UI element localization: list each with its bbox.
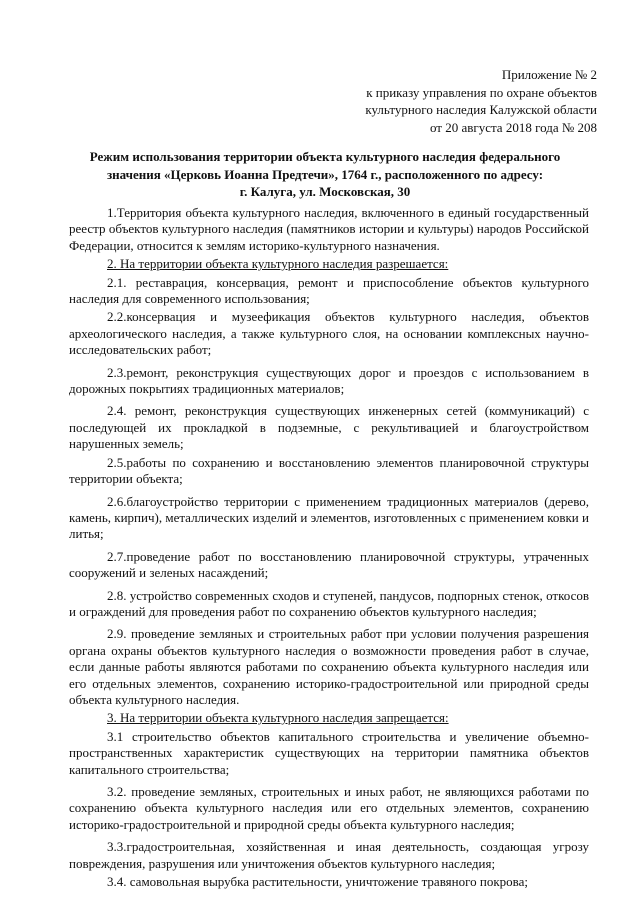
paragraph-3-4: 3.4. самовольная вырубка растительности, уничтожение травяного покрова; xyxy=(107,874,528,890)
appendix-authority: культурного наследия Калужской области xyxy=(365,102,597,117)
section-heading-3: 3. На территории объекта культурного наследия запрещается: xyxy=(107,710,449,726)
paragraph-1: 1.Территория объекта культурного наследия, включенного в единый государственный реестр объектов культурного наследия (памятников истории и культуры) народов Российской Федерации, относится к землям историко-культурного назначения. xyxy=(69,205,589,253)
paragraph-2-3: 2.3.ремонт, реконструкция существующих дорог и проездов с использованием в дорожных покрытиях традиционных материалов; xyxy=(69,364,589,397)
section-heading-2: 2. На территории объекта культурного наследия разрешается: xyxy=(107,256,449,272)
paragraph-2-8: 2.8. устройство современных сходов и ступеней, пандусов, подпорных стенок, откосов и ограждений для проведения работ по сохранению объектов культурного наследия; xyxy=(69,587,589,619)
paragraph-3-3: 3.3.градостроительная, хозяйственная и иная деятельность, создающая угрозу повреждения, разрушения или уничтожения объектов культурного наследия; xyxy=(69,839,589,871)
paragraph-2-4: 2.4. ремонт, реконструкция существующих инженерных сетей (коммуникаций) с последующей их прокладкой в подземные, с рекультивацией и благоустройством нарушенных земель; xyxy=(69,403,589,452)
paragraph-2-1: 2.1. реставрация, консервация, ремонт и приспособление объектов культурного наследия для современного использования; xyxy=(69,274,589,307)
appendix-order-ref: к приказу управления по охране объектов xyxy=(366,84,597,100)
document-body xyxy=(69,205,589,892)
paragraph-3-2: 3.2. проведение земляных, строительных и иных работ, не являющихся работами по сохранению объекта культурного наследия или его отдельных элементов, сохранению историко-градостроительной и природной среды объекта культурного наследия; xyxy=(69,784,589,832)
paragraph-2-2: 2.2.консервация и музеефикация объектов культурного наследия, объектов археологического наследия, а также культурного слоя, на основании комплексных научно-исследовательских работ; xyxy=(69,309,589,358)
appendix-number: Приложение № 2 xyxy=(501,67,597,82)
paragraph-2-6: 2.6.благоустройство территории с применением традиционных материалов (дерево, камень, кирпич), металлических изделий и элементов, изготовленных с применением ковки и литья; xyxy=(69,493,589,542)
paragraph-2-7: 2.7.проведение работ по восстановлению планировочной структуры, утраченных сооружений и зеленых насаждений; xyxy=(69,548,589,581)
title-line-2: значения «Церковь Иоанна Предтечи», 1764 г., расположенного по адресу: xyxy=(106,166,544,182)
paragraph-2-5: 2.5.работы по сохранению и восстановлению элементов планировочной структуры территории объекта; xyxy=(69,454,589,487)
paragraph-3-1: 3.1 строительство объектов капитального строительства и увеличение объемно-пространственных характеристик существующих на территории памятника объектов капитального строительства; xyxy=(69,728,589,777)
title-line-1: Режим использования территории объекта культурного наследия федерального xyxy=(89,149,561,164)
appendix-header xyxy=(297,66,597,136)
appendix-date: от 20 августа 2018 года № 208 xyxy=(429,119,597,135)
document-title xyxy=(60,148,590,201)
paragraph-2-9: 2.9. проведение земляных и строительных работ при условии получения разрешения органа охраны объектов культурного наследия о возможности проведения работ в случае, если данные работы являются работами по сохранению объекта культурного наследия или его отдельных элементов, сохранению историко-градостроительной или природной среды объекта культурного наследия. xyxy=(69,626,589,707)
title-line-3: г. Калуга, ул. Московская, 30 xyxy=(239,184,411,199)
